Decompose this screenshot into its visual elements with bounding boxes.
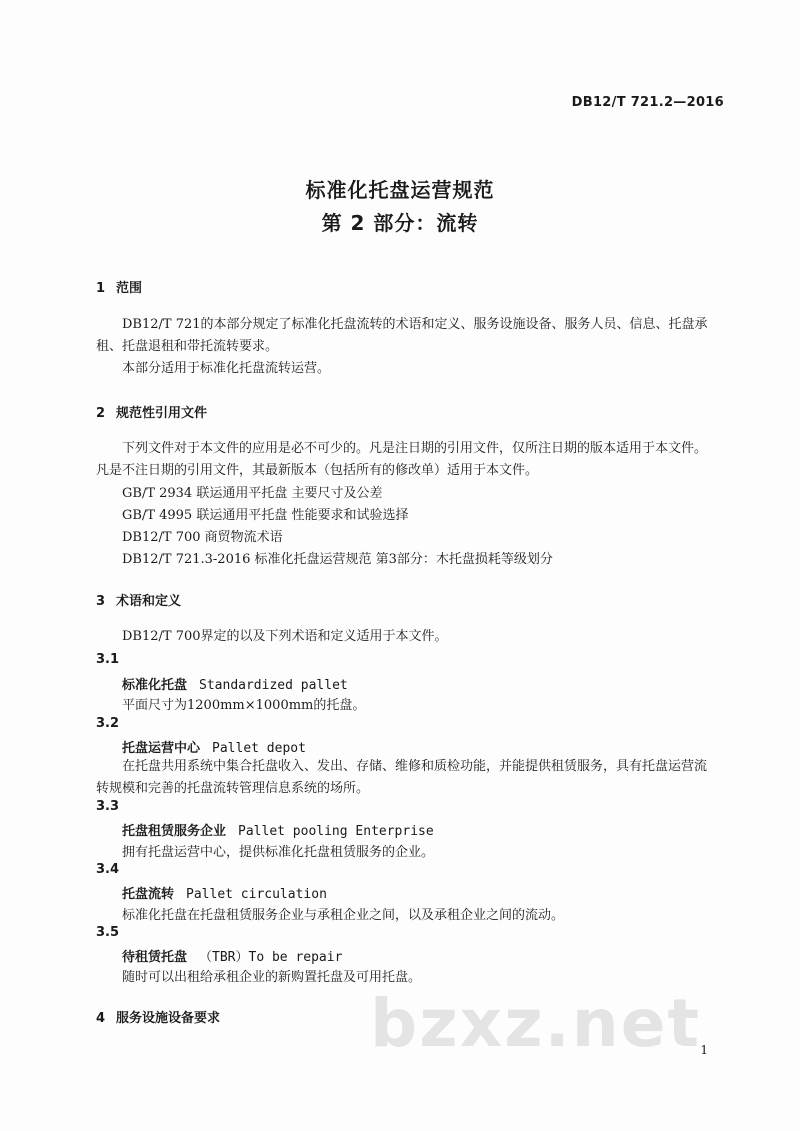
term-title (122, 883, 327, 902)
term-number: 3.5 (96, 925, 120, 940)
term-number: 3.1 (96, 652, 120, 667)
terms-intro: DB12/T 700界定的以及下列术语和定义适用于本文件。 (122, 629, 448, 644)
term-english: （TBR）To be repair (199, 950, 343, 965)
term-definition: 随时可以出租给承租企业的新购置托盘及可用托盘。 (122, 970, 422, 985)
term-definition: 标准化托盘在托盘租赁服务企业与承租企业之间，以及承租企业之间的流动。 (122, 908, 565, 923)
section-number: 3 (96, 594, 106, 609)
section-heading-2 (96, 402, 207, 421)
term-definition: 拥有托盘运营中心，提供标准化托盘租赁服务的企业。 (122, 845, 435, 860)
term-chinese: 托盘运营中心 (122, 741, 201, 756)
section-heading-4 (96, 1007, 220, 1026)
term-number: 3.2 (96, 716, 120, 731)
term-english: Pallet pooling Enterprise (238, 824, 434, 839)
reference-item: DB12/T 700 商贸物流术语 (122, 530, 283, 545)
term-chinese: 待租赁托盘 (122, 950, 188, 965)
section-number: 1 (96, 281, 106, 296)
term-english: Pallet circulation (186, 887, 327, 902)
section-number: 4 (96, 1011, 106, 1026)
section-heading-1 (96, 277, 142, 296)
scope-applicability: 本部分适用于标准化托盘流转运营。 (122, 361, 331, 376)
term-english: Standardized pallet (199, 678, 348, 693)
term-chinese: 托盘租赁服务企业 (122, 824, 227, 839)
term-english: Pallet depot (212, 741, 306, 756)
section-title: 规范性引用文件 (116, 406, 208, 421)
term-title (122, 946, 342, 965)
term-number: 3.4 (96, 862, 120, 877)
term-chinese: 托盘流转 (122, 887, 175, 902)
section-number: 2 (96, 406, 106, 421)
reference-item: GB/T 4995 联运通用平托盘 性能要求和试验选择 (122, 508, 409, 523)
document-title: 标准化托盘运营规范 (305, 178, 495, 202)
standard-code: DB12/T 721.2—2016 (571, 95, 724, 110)
term-title (122, 737, 306, 756)
section-heading-3 (96, 590, 181, 609)
document-subtitle: 第 2 部分：流转 (321, 211, 479, 235)
term-number: 3.3 (96, 799, 120, 814)
page-number: 1 (700, 1043, 708, 1057)
references-paragraph: 下列文件对于本文件的应用是必不可少的。凡是注日期的引用文件，仅所注日期的版本适用于本文件。凡是不注日期的引用文件，其最新版本（包括所有的修改单）适用于本文件。 (96, 441, 708, 478)
term-definition: 在托盘共用系统中集合托盘收入、发出、存储、维修和质检功能，并能提供租赁服务，具有托盘运营流转规模和完善的托盘流转管理信息系统的场所。 (96, 759, 708, 796)
scope-paragraph: DB12/T 721的本部分规定了标准化托盘流转的术语和定义、服务设施设备、服务人员、信息、托盘承租、托盘退租和带托流转要求。 (96, 317, 708, 354)
section-title: 术语和定义 (116, 594, 182, 609)
section-title: 服务设施设备要求 (116, 1011, 221, 1026)
term-title (122, 674, 348, 693)
reference-item: DB12/T 721.3-2016 标准化托盘运营规范 第3部分：木托盘损耗等级划分 (122, 552, 553, 567)
term-definition: 平面尺寸为1200mm×1000mm的托盘。 (122, 698, 366, 713)
term-title (122, 820, 434, 839)
reference-item: GB/T 2934 联运通用平托盘 主要尺寸及公差 (122, 486, 383, 501)
term-chinese: 标准化托盘 (122, 678, 188, 693)
site-watermark: bzxz.net (370, 985, 702, 1062)
section-title: 范围 (116, 281, 143, 296)
